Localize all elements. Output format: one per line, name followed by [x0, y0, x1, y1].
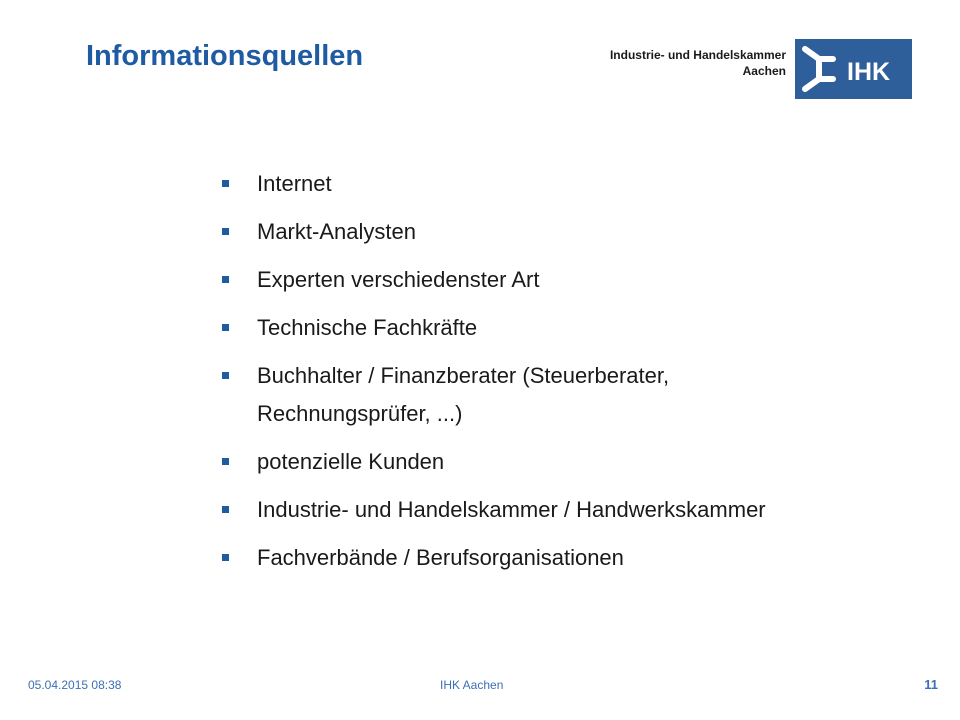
ihk-emblem-icon — [795, 39, 912, 99]
bullet-square-icon — [222, 228, 229, 235]
bullet-list — [222, 165, 842, 587]
logo-line-2: Aachen — [742, 64, 786, 78]
bullet-square-icon — [222, 554, 229, 561]
list-item — [222, 165, 842, 203]
list-item — [222, 261, 842, 299]
list-item — [222, 357, 842, 433]
bullet-text: potenzielle Kunden — [257, 449, 445, 474]
bullet-square-icon — [222, 180, 229, 187]
bullet-square-icon — [222, 458, 229, 465]
logo-mark-text: IHK — [847, 58, 891, 86]
bullet-text: Buchhalter / Finanzberater (Steuerberater, Rechnungsprüfer, ...) — [257, 363, 670, 426]
ihk-logo-mark — [795, 39, 912, 99]
logo-line-1: Industrie- und Handelskammer — [609, 48, 786, 62]
bullet-square-icon — [222, 276, 229, 283]
list-item — [222, 443, 842, 481]
bullet-square-icon — [222, 372, 229, 379]
list-item — [222, 539, 842, 577]
slide-title: Informationsquellen — [86, 40, 364, 72]
ihk-logo-text — [600, 47, 786, 79]
bullet-text: Fachverbände / Berufsorganisationen — [257, 545, 624, 570]
bullet-square-icon — [222, 506, 229, 513]
list-item — [222, 213, 842, 251]
bullet-text: Experten verschiedenster Art — [257, 267, 540, 292]
list-item — [222, 309, 842, 347]
bullet-square-icon — [222, 324, 229, 331]
bullet-text: Technische Fachkräfte — [257, 315, 478, 340]
bullet-text: Internet — [257, 171, 332, 196]
bullet-text: Industrie- und Handelskammer / Handwerkskammer — [257, 497, 766, 522]
list-item — [222, 491, 842, 529]
footer-datetime: 05.04.2015 08:38 — [28, 678, 122, 692]
bullet-text: Markt-Analysten — [257, 219, 416, 244]
footer-organization: IHK Aachen — [440, 678, 504, 692]
page-number: 11 — [924, 677, 938, 692]
